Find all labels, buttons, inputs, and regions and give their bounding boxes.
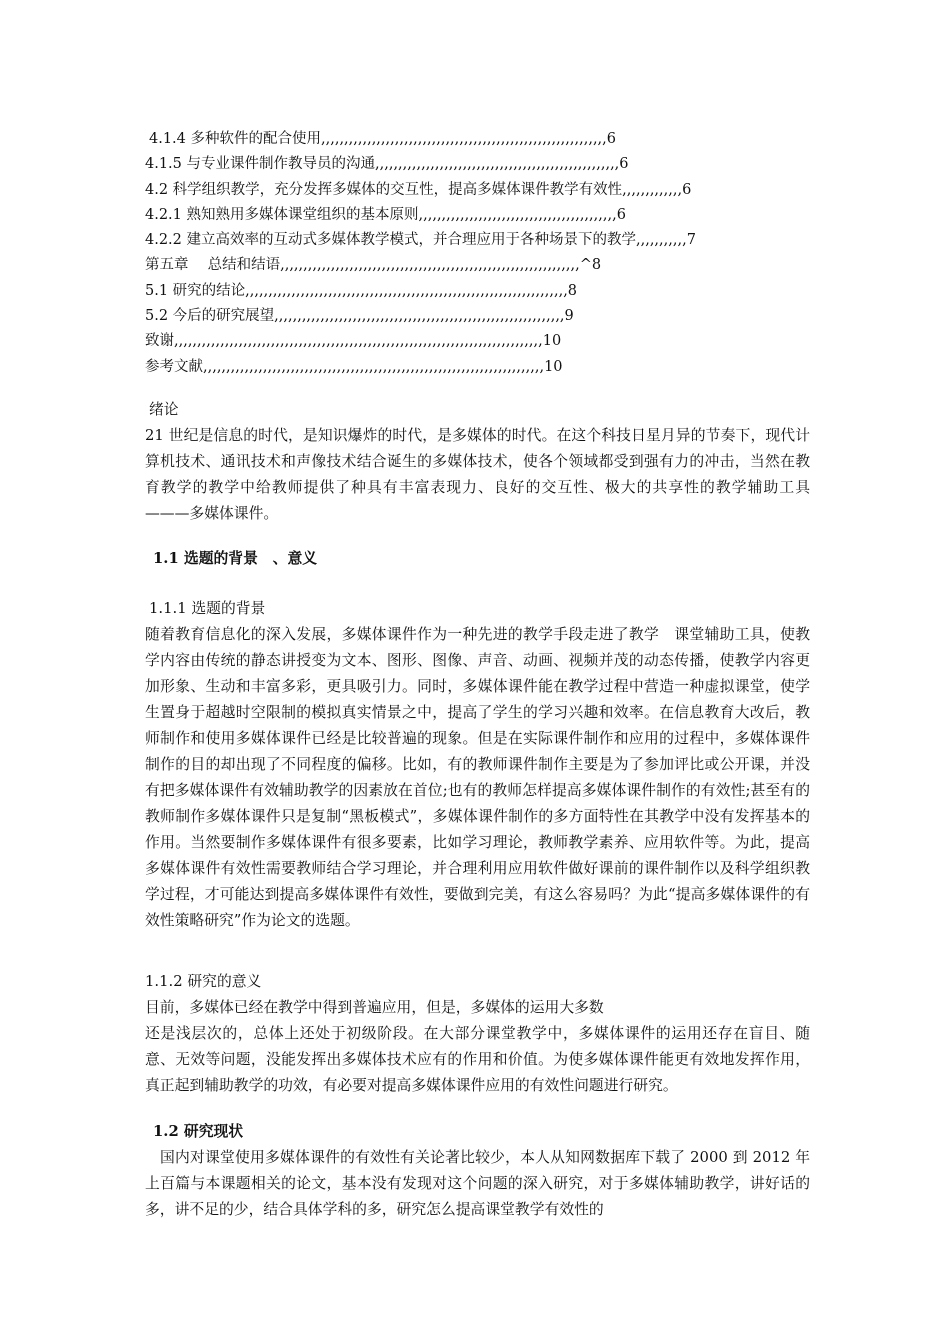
table-of-contents bbox=[145, 127, 825, 380]
subsection-heading: 1.1.2 研究的意义 bbox=[145, 973, 262, 990]
toc-entry[interactable]: 第五章 总结和结语,,,,,,,,,,,,,,,,,,,,,,,,,,,,,,,,,,,,,,,,,,,,,,,,,,,,,,,,,,,,,,,,,^8 bbox=[145, 257, 602, 274]
toc-entry[interactable]: 参考文献,,,,,,,,,,,,,,,,,,,,,,,,,,,,,,,,,,,,,,,,,,,,,,,,,,,,,,,,,,,,,,,,,,,,,,,,,,10 bbox=[145, 358, 563, 375]
section-heading: 1.2 研究现状 bbox=[153, 1123, 244, 1140]
toc-entry[interactable]: 4.1.5 与专业课件制作教导员的沟通,,,,,,,,,,,,,,,,,,,,,,,,,,,,,,,,,,,,,,,,,,,,,,,,,,,,,6 bbox=[145, 156, 629, 173]
toc-entry[interactable]: 4.2.1 熟知熟用多媒体课堂组织的基本原则,,,,,,,,,,,,,,,,,,,,,,,,,,,,,,,,,,,,,,,,,,,6 bbox=[145, 206, 626, 223]
toc-entry[interactable]: 5.1 研究的结论,,,,,,,,,,,,,,,,,,,,,,,,,,,,,,,,,,,,,,,,,,,,,,,,,,,,,,,,,,,,,,,,,,,,,,8 bbox=[145, 282, 578, 299]
significance-first-line: 目前，多媒体已经在教学中得到普遍应用，但是，多媒体的运用大多数 bbox=[145, 999, 604, 1016]
toc-entry[interactable]: 4.2.2 建立高效率的互动式多媒体教学模式，并合理应用于各种场景下的教学,,,,,,,,,,,7 bbox=[145, 232, 696, 249]
toc-entry[interactable]: 5.2 今后的研究展望,,,,,,,,,,,,,,,,,,,,,,,,,,,,,,,,,,,,,,,,,,,,,,,,,,,,,,,,,,,,,,,9 bbox=[145, 308, 574, 325]
intro-paragraph: 21 世纪是信息的时代，是知识爆炸的时代，是多媒体的时代。在这个科技日星月异的节奏下，现代计算机技术、通讯技术和声像技术结合诞生的多媒体技术，使各个领域都受到强有力的冲击，当然在教育教学的教学中给教师提供了种具有丰富表现力、良好的交互性、极大的共享性的教学辅助工具———多媒体课件。 bbox=[145, 427, 810, 522]
section-1-2 bbox=[145, 1119, 810, 1223]
section-heading: 1.1 选题的背景 、意义 bbox=[153, 550, 318, 567]
background-paragraph: 随着教育信息化的深入发展，多媒体课件作为一种先进的教学手段走进了教学 课堂辅助工具，使教学内容由传统的静态讲授变为文本、图形、图像、声音、动画、视频并茂的动态传播，使教学内容更加形象、生动和丰富多彩，更具吸引力。同时，多媒体课件能在教学过程中营造一种虚拟课堂，使学生置身于超越时空限制的模拟真实情景之中，提高了学生的学习兴趣和效率。在信息教育大改后，教师制作和使用多媒体课件已经是比较普遍的现象。但是在实际课件制作和应用的过程中，多媒体课件制作的目的却出现了不同程度的偏移。比如，有的教师课件制作主要是为了参加评比或公开课，并没有把多媒体课件有效辅助教学的因素放在首位;也有的教师怎样提高多媒体课件制作的有效性;甚至有的教师制作多媒体课件只是复制“黑板模式”，多媒体课件制作的多方面特性在其教学中没有发挥基本的作用。当然要制作多媒体课件有很多要素，比如学习理论，教师教学素养、应用软件等。为此，提高多媒体课件有效性需要教师结合学习理论，并合理利用应用软件做好课前的课件制作以及科学组织教学过程，才可能达到提高多媒体课件有效性，要做到完美，有这么容易吗？为此“提高多媒体课件的有效性策略研究”作为论文的选题。 bbox=[145, 626, 810, 929]
intro-section bbox=[145, 397, 810, 527]
section-1-1-2 bbox=[145, 969, 810, 1099]
subsection-heading: 1.1.1 选题的背景 bbox=[149, 600, 266, 617]
section-1-1 bbox=[145, 546, 810, 572]
toc-entry[interactable]: 4.2 科学组织教学，充分发挥多媒体的交互性，提高多媒体课件教学有效性,,,,,,,,,,,,,6 bbox=[145, 181, 692, 198]
section-1-1-1 bbox=[145, 596, 810, 934]
intro-heading: 绪论 bbox=[149, 401, 179, 418]
significance-paragraph: 还是浅层次的，总体上还处于初级阶段。在大部分课堂教学中，多媒体课件的运用还存在盲目、随意、无效等问题，没能发挥出多媒体技术应有的作用和价值。为使多媒体课件能更有效地发挥作用，真正起到辅助教学的功效，有必要对提高多媒体课件应用的有效性问题进行研究。 bbox=[145, 1025, 810, 1094]
toc-entry[interactable]: 4.1.4 多种软件的配合使用,,,,,,,,,,,,,,,,,,,,,,,,,,,,,,,,,,,,,,,,,,,,,,,,,,,,,,,,,,,,,,6 bbox=[149, 131, 616, 147]
status-paragraph: 国内对课堂使用多媒体课件的有效性有关论著比较少，本人从知网数据库下载了 2000 到 2012 年上百篇与本课题相关的论文，基本没有发现对这个问题的深入研究，对于多媒体辅助教学，讲好话的多，讲不足的少，结合具体学科的多，研究怎么提高课堂教学有效性的 bbox=[145, 1149, 810, 1218]
toc-entry[interactable]: 致谢,,,,,,,,,,,,,,,,,,,,,,,,,,,,,,,,,,,,,,,,,,,,,,,,,,,,,,,,,,,,,,,,,,,,,,,,,,,,,,,,10 bbox=[145, 333, 562, 350]
